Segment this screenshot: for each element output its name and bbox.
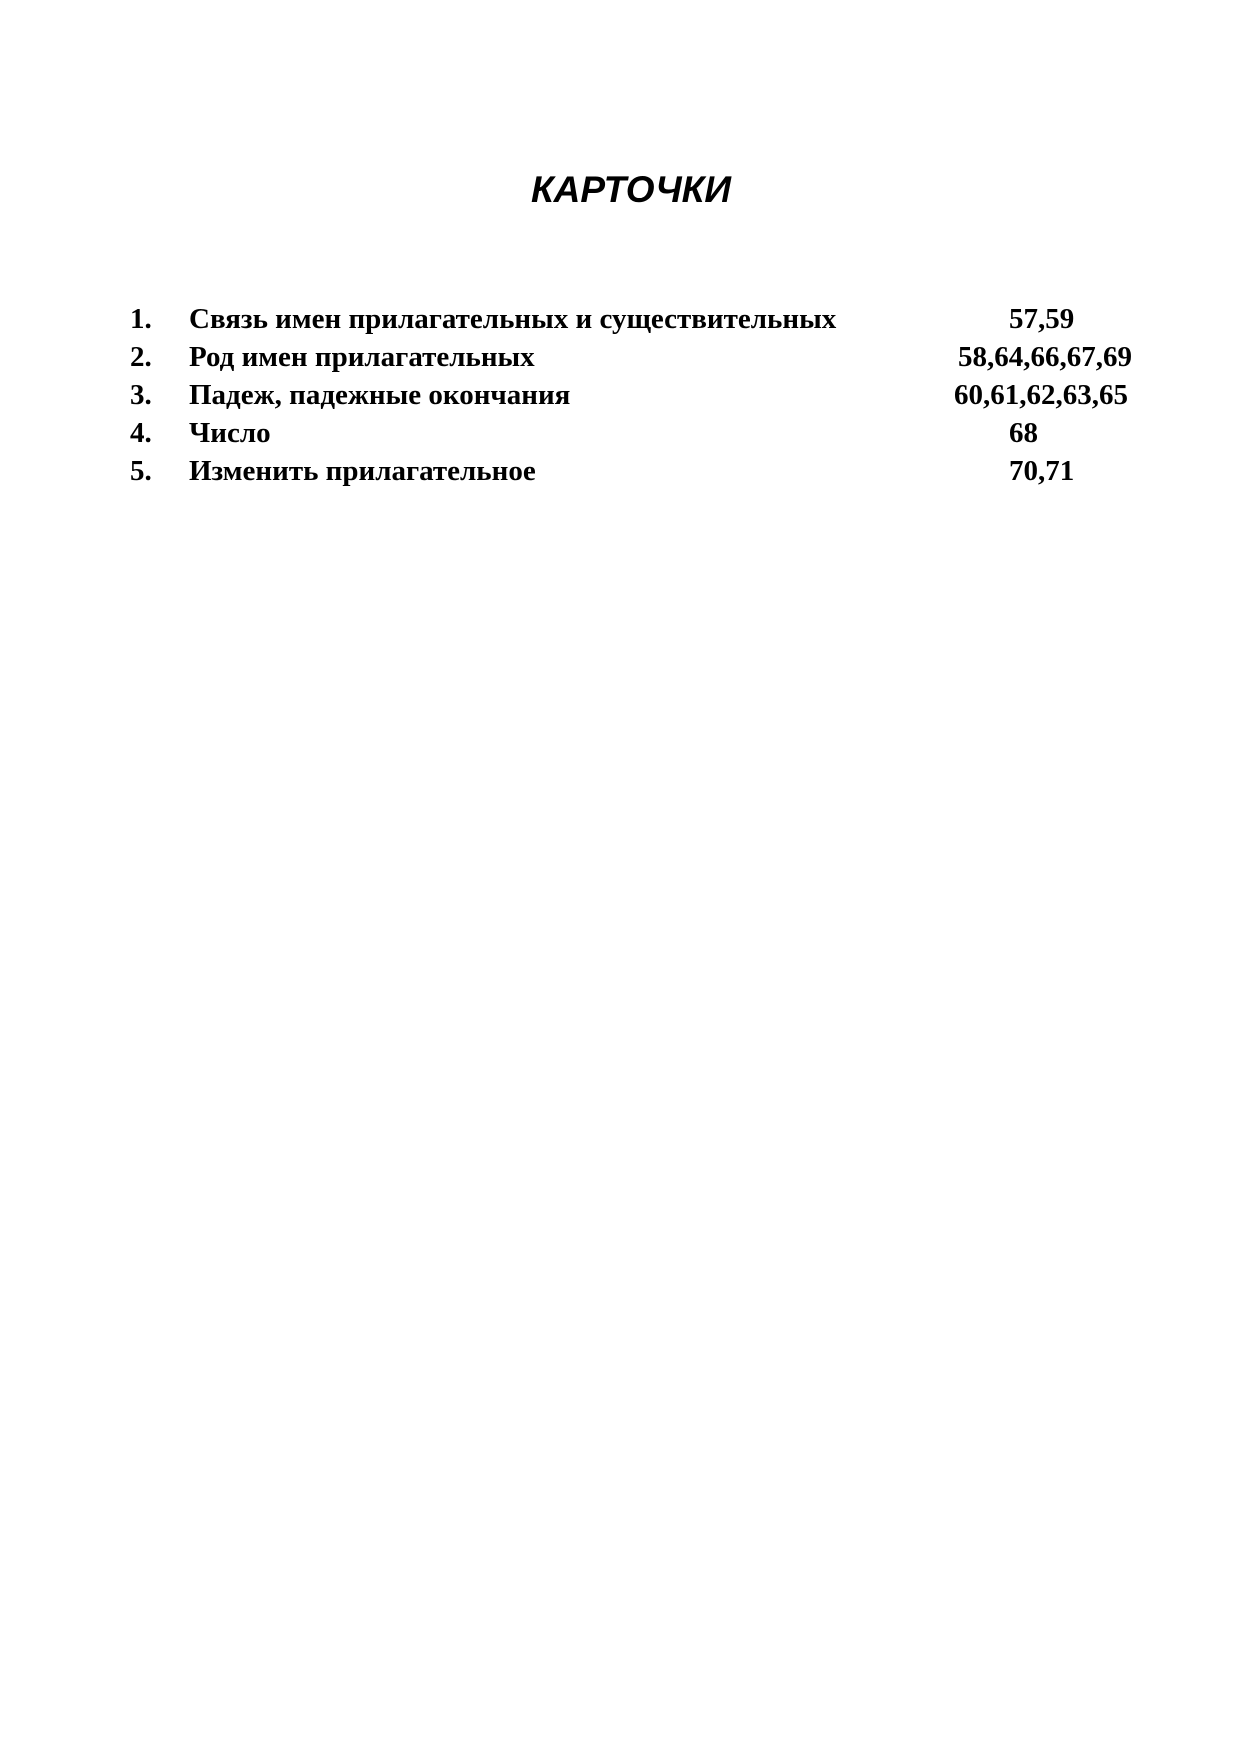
item-number: 2.	[130, 341, 152, 373]
item-pages: 58,64,66,67,69	[958, 341, 1132, 373]
item-number: 5.	[130, 455, 152, 487]
item-text: Связь имен прилагательных и существительных	[189, 303, 837, 335]
item-text: Род имен прилагательных	[189, 341, 535, 373]
item-text: Падеж, падежные окончания	[189, 379, 571, 411]
item-pages: 60,61,62,63,65	[954, 379, 1128, 411]
page-title: КАРТОЧКИ	[530, 169, 732, 210]
list-item	[0, 376, 1240, 414]
item-pages: 57,59	[1009, 303, 1075, 335]
item-number: 4.	[130, 417, 152, 449]
list-item	[0, 338, 1240, 376]
item-pages: 70,71	[1009, 455, 1075, 487]
item-number: 1.	[130, 303, 152, 335]
item-text: Число	[189, 417, 271, 449]
item-number: 3.	[130, 379, 152, 411]
item-text: Изменить прилагательное	[189, 455, 536, 487]
list-item	[0, 452, 1240, 490]
contents-list	[0, 300, 1240, 490]
list-item	[0, 414, 1240, 452]
list-item	[0, 300, 1240, 338]
item-pages: 68	[1009, 417, 1038, 449]
